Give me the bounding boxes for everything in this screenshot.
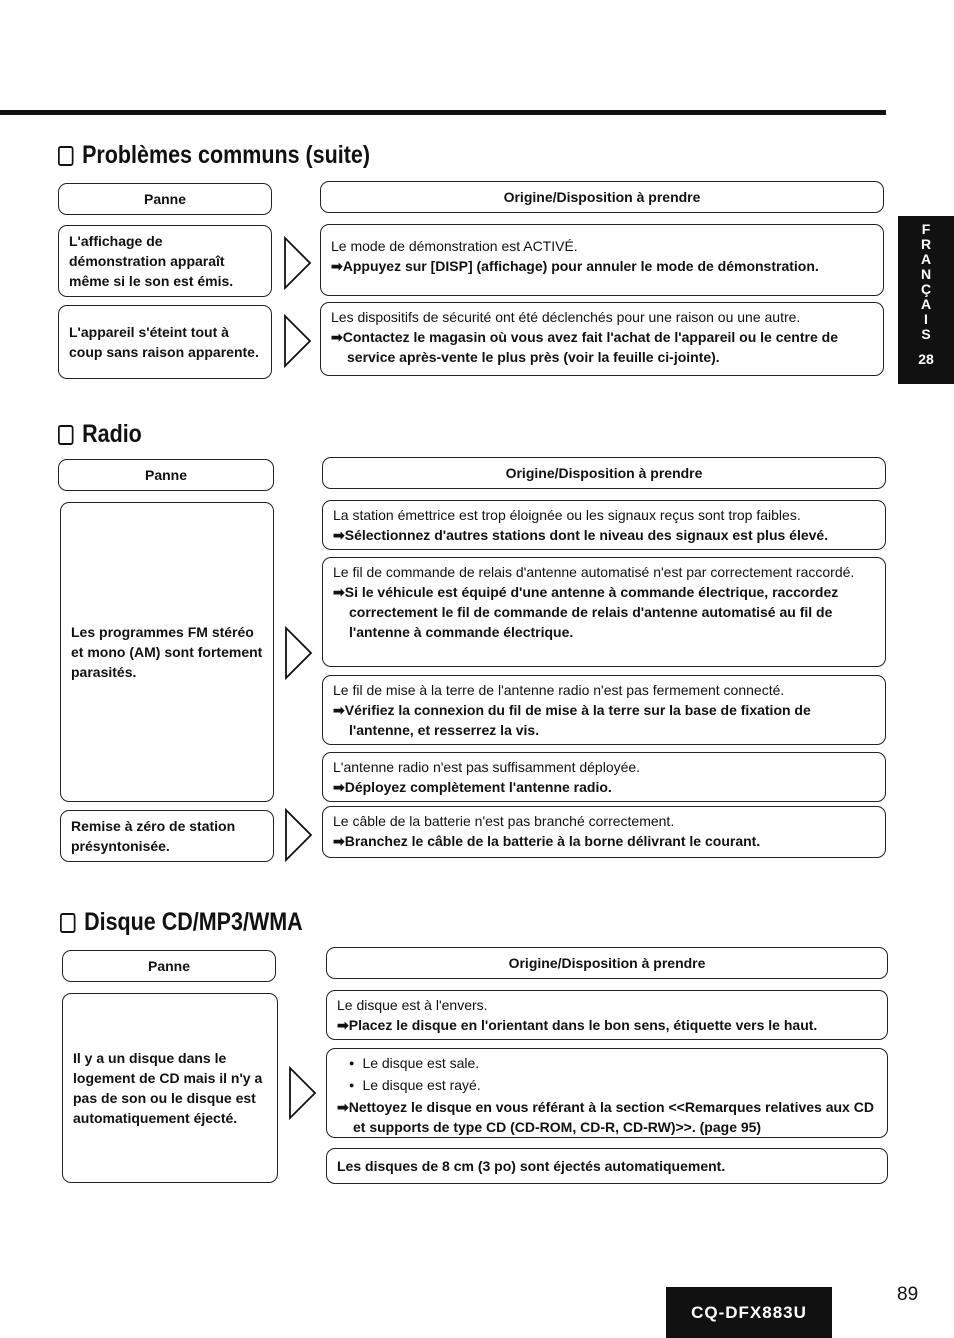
triangle-arrow-icon	[283, 236, 313, 290]
tab-letter: R	[920, 236, 932, 252]
section-title-radio: Radio	[58, 420, 142, 449]
cause-fil-relais: Le fil de commande de relais d'antenne automatisé n'est par correctement raccordé. ➡Si le véhicule est équipé d'une antenne à commande électrique, raccordez correctement le fil de commande de relais d'antenne automatisé au fil de l'antenne à commande électrique.	[322, 557, 886, 667]
cause-demonstration: Le mode de démonstration est ACTIVÉ. ➡Appuyez sur [DISP] (affichage) pour annuler le mode de démonstration.	[320, 224, 884, 296]
triangle-arrow-icon	[284, 808, 314, 862]
panne-demonstration: L'affichage de démonstration apparaît même si le son est émis.	[58, 225, 272, 297]
section-title-problemes: Problèmes communs (suite)	[58, 141, 370, 170]
cause-cable-batterie: Le câble de la batterie n'est pas branché correctement. ➡Branchez le câble de la batterie à la borne délivrant le courant.	[322, 806, 886, 858]
header-panne: Panne	[58, 183, 272, 215]
cause-extinction: Les dispositifs de sécurité ont été déclenchés pour une raison ou une autre. ➡Contactez le magasin où vous avez fait l'achat de l'appareil ou le centre de service après-vente le plus près (voir la feuille ci-jointe).	[320, 302, 884, 376]
triangle-arrow-icon	[283, 314, 313, 368]
top-rule	[0, 110, 886, 115]
tab-letter: A	[920, 251, 932, 267]
square-icon	[60, 913, 75, 933]
note-disques-8cm: Les disques de 8 cm (3 po) sont éjectés automatiquement.	[326, 1148, 888, 1184]
tab-letter: S	[921, 326, 931, 342]
section-title-disque: Disque CD/MP3/WMA	[60, 908, 303, 937]
tab-page-number: 28	[918, 351, 934, 367]
panne-disque: Il y a un disque dans le logement de CD mais il n'y a pas de son ou le disque est automatiquement éjecté.	[62, 993, 278, 1183]
tab-letter: F	[921, 221, 931, 237]
panne-parasites: Les programmes FM stéréo et mono (AM) sont fortement parasités.	[60, 502, 274, 802]
cause-disque-envers: Le disque est à l'envers. ➡Placez le disque en l'orientant dans le bon sens, étiquette vers le haut.	[326, 990, 888, 1040]
header-panne: Panne	[58, 459, 274, 491]
panne-extinction: L'appareil s'éteint tout à coup sans raison apparente.	[58, 305, 272, 379]
cause-station-eloignee: La station émettrice est trop éloignée ou les signaux reçus sont trop faibles. ➡Sélectionnez d'autres stations dont le niveau des signaux est plus élevé.	[322, 500, 886, 550]
page-number: 89	[897, 1284, 919, 1305]
model-number-label: CQ-DFX883U	[666, 1287, 832, 1338]
cause-disque-sale: ● Le disque est sale. ● Le disque est rayé. ➡Nettoyez le disque en vous référant à la section <<Remarques relatives aux CD et supports de type CD (CD-ROM, CD-R, CD-RW)>>. (page 95)	[326, 1048, 888, 1138]
tab-letter: A	[920, 296, 932, 312]
tab-letter: I	[924, 311, 928, 327]
square-icon	[58, 146, 73, 166]
header-panne: Panne	[62, 950, 276, 982]
cause-antenne-deployee: L'antenne radio n'est pas suffisamment déployée. ➡Déployez complètement l'antenne radio.	[322, 752, 886, 802]
cause-mise-a-la-terre: Le fil de mise à la terre de l'antenne radio n'est pas fermement connecté. ➡Vérifiez la connexion du fil de mise à la terre sur la base de fixation de l'antenne, et resserrez la vis.	[322, 675, 886, 745]
header-origine: Origine/Disposition à prendre	[322, 457, 886, 489]
tab-letter: N	[920, 266, 932, 282]
panne-remise-a-zero: Remise à zéro de station présyntonisée.	[60, 810, 274, 862]
triangle-arrow-icon	[284, 626, 314, 680]
tab-letter: Ç	[920, 281, 932, 297]
language-tab	[898, 216, 954, 384]
header-origine: Origine/Disposition à prendre	[320, 181, 884, 213]
triangle-arrow-icon	[288, 1066, 318, 1120]
header-origine: Origine/Disposition à prendre	[326, 947, 888, 979]
square-icon	[58, 425, 73, 445]
